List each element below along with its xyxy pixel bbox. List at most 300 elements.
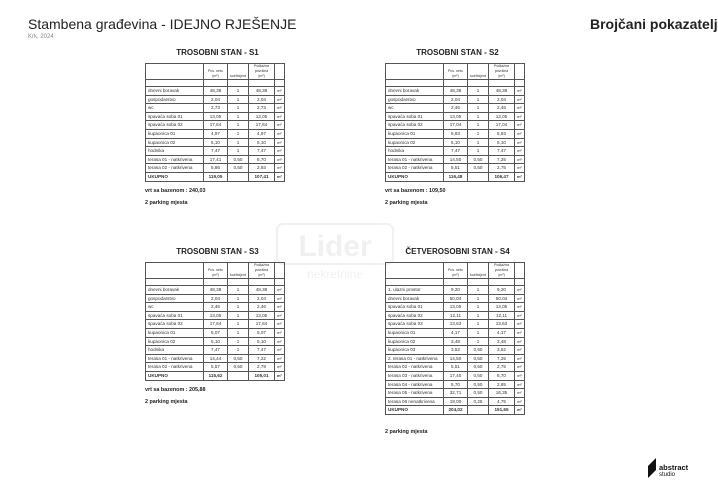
table-cell: 2,75 xyxy=(488,363,514,372)
abstract-studio-logo xyxy=(648,452,688,492)
table-header-cell: Podlažna površina (m²) xyxy=(488,263,514,279)
table-row xyxy=(146,138,285,147)
table-cell: 17,64 xyxy=(248,121,274,130)
table-cell: m² xyxy=(514,363,524,372)
table-header-cell: Pov. neto (m²) xyxy=(204,263,228,279)
table-cell: spavaća soba 01 xyxy=(146,311,204,320)
table-cell: m² xyxy=(514,112,524,121)
page-subtitle: Krk, 2024 xyxy=(28,34,54,40)
table-cell: m² xyxy=(274,129,284,138)
table-cell: 1 xyxy=(468,129,489,138)
table-cell: 3,52 xyxy=(488,346,514,355)
table-cell: m² xyxy=(274,337,284,346)
table-cell: 2. terasa 01 - natkrivena xyxy=(386,354,444,363)
table-cell: 17,41 xyxy=(204,155,228,164)
table-cell: 1 xyxy=(468,320,489,329)
table-cell: m² xyxy=(274,121,284,130)
table-cell: 3,48 xyxy=(488,337,514,346)
table-header-cell xyxy=(146,64,204,80)
table-cell: m² xyxy=(274,95,284,104)
table-cell: dnevni boravak xyxy=(146,87,204,96)
table-cell: gospodarstvo xyxy=(386,95,444,104)
table-row xyxy=(146,294,285,303)
table-cell: 48,38 xyxy=(204,286,228,295)
table-header-cell: Podlažna površina (m²) xyxy=(248,64,274,80)
table-cell: 5,51 xyxy=(444,164,468,173)
table-cell: 1 xyxy=(468,303,489,312)
table-cell: 1 xyxy=(228,121,249,130)
table-cell: gospodarstvo xyxy=(146,294,204,303)
table-cell: 1 xyxy=(468,337,489,346)
table-cell: 1 xyxy=(468,104,489,113)
table-cell: m² xyxy=(514,286,524,295)
table-cell: m² xyxy=(514,95,524,104)
apartment-s2-note: 2 parking mjesta xyxy=(385,199,428,206)
table-cell: 1 xyxy=(228,112,249,121)
table-cell: 9,20 xyxy=(488,286,514,295)
table-cell: 7,22 xyxy=(248,354,274,363)
table-cell: terasa 05 - natkrivena xyxy=(386,389,444,398)
table-cell: 14,50 xyxy=(444,354,468,363)
table-cell: 5,10 xyxy=(248,138,274,147)
apartment-s1-section xyxy=(145,48,290,206)
table-cell: 9,20 xyxy=(444,286,468,295)
table-row xyxy=(146,155,285,164)
table-cell: 5,86 xyxy=(204,164,228,173)
apartment-s2-note: vrt sa bazenom : 109,50 xyxy=(385,187,446,194)
table-header-cell: koeficijent xyxy=(228,64,249,80)
table-cell: terasa 06 nenatkrivena xyxy=(386,397,444,406)
table-row xyxy=(146,121,285,130)
table-row xyxy=(386,328,525,337)
table-total-cell xyxy=(228,371,249,380)
table-total-cell: 204,02 xyxy=(444,406,468,415)
table-cell: wc xyxy=(146,104,204,113)
apartment-s4-note: 2 parking mjesta xyxy=(385,428,428,435)
table-total-cell: UKUPNO xyxy=(386,406,444,415)
table-cell: terasa 02 - natkrivena xyxy=(146,363,204,372)
table-cell: m² xyxy=(274,87,284,96)
apartment-s4-table xyxy=(385,262,525,415)
table-cell: 7,47 xyxy=(248,346,274,355)
table-cell: m² xyxy=(274,294,284,303)
table-cell: wc xyxy=(146,303,204,312)
table-total-cell: 116,48 xyxy=(444,172,468,181)
apartment-s1-title: TROSOBNI STAN - S1 xyxy=(176,48,259,57)
table-cell: m² xyxy=(514,104,524,113)
table-cell: 1 xyxy=(228,303,249,312)
table-cell: 0,50 xyxy=(228,164,249,173)
table-header-row xyxy=(146,64,285,80)
table-cell: 2,04 xyxy=(488,95,514,104)
table-cell: m² xyxy=(274,328,284,337)
table-cell: 7,47 xyxy=(444,147,468,156)
table-header-cell xyxy=(146,263,204,279)
table-header-cell xyxy=(386,64,444,80)
table-row xyxy=(386,138,525,147)
table-cell: spavaća soba 02 xyxy=(386,121,444,130)
table-cell: kupaonica 03 xyxy=(386,346,444,355)
table-cell: 1 xyxy=(228,337,249,346)
table-header-cell: Podlažna površina (m²) xyxy=(488,64,514,80)
table-cell: terasa 01 - natkrivena xyxy=(146,155,204,164)
table-row xyxy=(386,104,525,113)
watermark-logo xyxy=(275,220,395,284)
table-row xyxy=(146,95,285,104)
table-cell: 0,50 xyxy=(468,371,489,380)
table-cell: 17,40 xyxy=(444,371,468,380)
table-cell: kupaonica 01 xyxy=(146,328,204,337)
table-cell: terasa 03 - natkrivena xyxy=(386,371,444,380)
table-cell: terasa 01 - natkrivena xyxy=(386,155,444,164)
table-cell: 14,44 xyxy=(204,354,228,363)
table-cell: 1 xyxy=(228,147,249,156)
table-total-row xyxy=(146,371,285,380)
apartment-s2-title: TROSOBNI STAN - S2 xyxy=(416,48,499,57)
table-cell: m² xyxy=(514,320,524,329)
table-row xyxy=(386,87,525,96)
table-cell: spavaća soba 01 xyxy=(146,112,204,121)
table-cell: 16,35 xyxy=(488,389,514,398)
table-cell: 13,63 xyxy=(488,320,514,329)
table-header-cell: koeficijent xyxy=(228,263,249,279)
table-header-cell: koeficijent xyxy=(468,263,489,279)
table-cell: 13,63 xyxy=(444,320,468,329)
table-cell: m² xyxy=(274,147,284,156)
table-cell: 1 xyxy=(228,104,249,113)
table-total-row xyxy=(386,172,525,181)
table-row xyxy=(146,354,285,363)
table-cell: spavaća soba 01 xyxy=(386,303,444,312)
table-header-cell: Podlažna površina (m²) xyxy=(248,263,274,279)
table-cell: 0,50 xyxy=(228,155,249,164)
table-row xyxy=(146,303,285,312)
table-cell: 0,50 xyxy=(468,363,489,372)
table-row xyxy=(146,346,285,355)
table-header-cell: Pov. neto (m²) xyxy=(204,64,228,80)
table-spacer-row xyxy=(386,279,525,286)
table-cell: 50,04 xyxy=(488,294,514,303)
table-cell: 13,05 xyxy=(444,303,468,312)
table-cell: 5,57 xyxy=(204,363,228,372)
table-cell: 7,25 xyxy=(488,354,514,363)
table-cell: 48,38 xyxy=(204,87,228,96)
table-total-cell: 106,47 xyxy=(488,172,514,181)
table-cell: terasa 04 - natkrivena xyxy=(386,380,444,389)
table-cell: 0,50 xyxy=(468,354,489,363)
table-cell: 1 xyxy=(468,286,489,295)
table-cell: m² xyxy=(514,155,524,164)
table-cell: kupaonica 02 xyxy=(386,337,444,346)
table-cell: kupaonica 02 xyxy=(146,337,204,346)
table-cell: 7,47 xyxy=(488,147,514,156)
table-cell: 4,17 xyxy=(444,328,468,337)
table-cell: 1. ulazni prostor xyxy=(386,286,444,295)
table-cell: 1 xyxy=(228,129,249,138)
table-cell: 13,05 xyxy=(248,311,274,320)
table-cell: wc xyxy=(386,104,444,113)
table-cell: m² xyxy=(514,397,524,406)
table-row xyxy=(386,320,525,329)
table-cell: 13,05 xyxy=(444,112,468,121)
table-cell: 2,73 xyxy=(248,104,274,113)
table-row xyxy=(386,286,525,295)
table-total-row xyxy=(386,406,525,415)
table-cell: 3,52 xyxy=(444,346,468,355)
table-cell: hodnika xyxy=(386,147,444,156)
table-header-cell: Pov. neto (m²) xyxy=(444,263,468,279)
table-row xyxy=(386,389,525,398)
apartment-s3-title: TROSOBNI STAN - S3 xyxy=(176,247,259,256)
table-cell: spavaća soba 02 xyxy=(146,121,204,130)
table-row xyxy=(146,104,285,113)
table-cell: m² xyxy=(514,380,524,389)
table-cell: 2,04 xyxy=(248,294,274,303)
page-title: Stambena građevina - IDEJNO RJEŠENJE xyxy=(28,16,297,32)
table-total-cell: m² xyxy=(514,172,524,181)
table-cell: m² xyxy=(274,363,284,372)
table-cell: 13,05 xyxy=(488,112,514,121)
watermark-tagline: nekretnine xyxy=(306,267,364,281)
table-cell: 8,70 xyxy=(248,155,274,164)
table-cell: 2,46 xyxy=(248,303,274,312)
table-cell: m² xyxy=(514,164,524,173)
table-cell: m² xyxy=(274,104,284,113)
table-row xyxy=(146,129,285,138)
table-cell: spavaća soba 02 xyxy=(386,311,444,320)
table-cell: kupaonica 01 xyxy=(386,328,444,337)
table-cell: 5,10 xyxy=(204,138,228,147)
table-cell: 5,70 xyxy=(444,380,468,389)
table-cell: 2,04 xyxy=(444,95,468,104)
table-total-cell: m² xyxy=(274,371,284,380)
table-header-cell xyxy=(514,263,524,279)
table-cell: 1 xyxy=(228,138,249,147)
table-total-cell xyxy=(468,406,489,415)
table-row xyxy=(386,337,525,346)
table-total-cell: 115,62 xyxy=(204,371,228,380)
table-header-cell xyxy=(386,263,444,279)
table-cell: kupaonica 02 xyxy=(146,138,204,147)
table-cell: 0,50 xyxy=(468,346,489,355)
watermark-brand: Lider xyxy=(298,230,372,263)
table-cell: 1 xyxy=(228,286,249,295)
table-row xyxy=(146,164,285,173)
table-cell: m² xyxy=(274,286,284,295)
table-cell: m² xyxy=(514,354,524,363)
table-cell: 1 xyxy=(228,320,249,329)
table-cell: kupaonica 01 xyxy=(146,129,204,138)
table-header-row xyxy=(386,64,525,80)
table-cell: 1 xyxy=(228,294,249,303)
table-total-cell: UKUPNO xyxy=(146,371,204,380)
table-spacer-row xyxy=(386,80,525,87)
apartment-s2-section xyxy=(385,48,530,206)
table-cell: m² xyxy=(514,138,524,147)
table-cell: m² xyxy=(274,164,284,173)
table-row xyxy=(146,337,285,346)
table-cell: 5,07 xyxy=(248,328,274,337)
table-cell: hodnika xyxy=(146,147,204,156)
table-cell: 1 xyxy=(468,112,489,121)
table-header-row xyxy=(146,263,285,279)
table-cell: 17,64 xyxy=(248,320,274,329)
table-cell: terasa 02 - natkrivena xyxy=(386,164,444,173)
table-cell: 7,25 xyxy=(488,155,514,164)
table-cell: m² xyxy=(274,354,284,363)
table-cell: 1 xyxy=(468,147,489,156)
table-row xyxy=(146,112,285,121)
table-cell: 2,75 xyxy=(488,164,514,173)
table-cell: 1 xyxy=(228,95,249,104)
table-row xyxy=(146,328,285,337)
table-cell: spavaća soba 03 xyxy=(386,320,444,329)
table-cell: m² xyxy=(274,346,284,355)
table-cell: m² xyxy=(514,389,524,398)
table-total-cell: UKUPNO xyxy=(146,172,204,181)
table-cell: m² xyxy=(514,328,524,337)
table-spacer-row xyxy=(146,80,285,87)
table-row xyxy=(386,397,525,406)
table-spacer-row xyxy=(146,279,285,286)
table-cell: 1 xyxy=(468,95,489,104)
table-cell: 1 xyxy=(228,87,249,96)
table-cell: m² xyxy=(514,294,524,303)
table-cell: 48,38 xyxy=(444,87,468,96)
apartment-s1-table xyxy=(145,63,285,182)
table-cell: 2,46 xyxy=(488,104,514,113)
table-cell: 1 xyxy=(468,87,489,96)
table-cell: 2,73 xyxy=(204,104,228,113)
table-cell: kupaonica 01 xyxy=(386,129,444,138)
apartment-s4-title: ČETVEROSOBNI STAN - S4 xyxy=(405,247,510,256)
table-cell: 8,70 xyxy=(488,371,514,380)
table-cell: m² xyxy=(514,121,524,130)
table-cell: 5,10 xyxy=(248,337,274,346)
table-cell: m² xyxy=(514,147,524,156)
table-cell: 0,50 xyxy=(468,164,489,173)
table-cell: kupaonica 02 xyxy=(386,138,444,147)
table-cell: m² xyxy=(274,320,284,329)
table-total-cell xyxy=(468,172,489,181)
table-header-cell xyxy=(274,64,284,80)
table-cell: dnevni boravak xyxy=(146,286,204,295)
table-cell: m² xyxy=(514,337,524,346)
table-row xyxy=(386,164,525,173)
table-cell: 17,64 xyxy=(204,121,228,130)
apartment-s3-note: vrt sa bazenom : 205,88 xyxy=(145,386,206,393)
table-row xyxy=(146,286,285,295)
table-cell: 12,11 xyxy=(444,311,468,320)
apartment-s1-note: vrt sa bazenom : 240,03 xyxy=(145,187,206,194)
table-row xyxy=(386,311,525,320)
table-cell: m² xyxy=(514,311,524,320)
logo-text-line2: studio xyxy=(659,472,676,478)
table-row xyxy=(146,320,285,329)
table-cell: 0,50 xyxy=(468,389,489,398)
table-cell: 0,50 xyxy=(228,363,249,372)
table-cell: 17,04 xyxy=(444,121,468,130)
table-cell: 2,85 xyxy=(488,380,514,389)
table-cell: 17,64 xyxy=(204,320,228,329)
table-row xyxy=(386,112,525,121)
table-cell: spavaća soba 01 xyxy=(386,112,444,121)
table-cell: 7,47 xyxy=(204,346,228,355)
table-header-cell: Pov. neto (m²) xyxy=(444,64,468,80)
table-cell: 7,47 xyxy=(248,147,274,156)
table-cell: 4,17 xyxy=(488,328,514,337)
table-cell: 0,50 xyxy=(468,380,489,389)
table-cell: m² xyxy=(514,346,524,355)
table-row xyxy=(386,121,525,130)
table-cell: 2,46 xyxy=(204,303,228,312)
table-cell: 2,79 xyxy=(248,363,274,372)
table-cell: dnevni boravak xyxy=(386,294,444,303)
table-row xyxy=(386,303,525,312)
table-header-row xyxy=(386,263,525,279)
table-cell: 14,50 xyxy=(444,155,468,164)
table-total-cell xyxy=(228,172,249,181)
table-row xyxy=(386,380,525,389)
table-total-cell: 119,05 xyxy=(204,172,228,181)
apartment-s4-section xyxy=(385,247,530,435)
table-total-cell: m² xyxy=(274,172,284,181)
table-total-row xyxy=(146,172,285,181)
table-cell: terasa 02 - natkrivena xyxy=(386,363,444,372)
table-row xyxy=(386,129,525,138)
table-total-cell: 105,01 xyxy=(248,371,274,380)
table-cell: 4,97 xyxy=(248,129,274,138)
table-row xyxy=(386,155,525,164)
table-cell: 2,04 xyxy=(204,95,228,104)
apartment-s1-note: 2 parking mjesta xyxy=(145,199,188,206)
table-cell: 13,05 xyxy=(204,112,228,121)
table-cell: 50,04 xyxy=(444,294,468,303)
table-cell: m² xyxy=(274,112,284,121)
table-cell: 4,75 xyxy=(488,397,514,406)
table-cell: 5,83 xyxy=(444,129,468,138)
table-cell: spavaća soba 02 xyxy=(146,320,204,329)
table-cell: 1 xyxy=(468,294,489,303)
table-cell: 0,50 xyxy=(228,354,249,363)
table-cell: 1 xyxy=(468,311,489,320)
apartment-s2-table xyxy=(385,63,525,182)
table-total-cell: m² xyxy=(514,406,524,415)
logo-text-line1: abstract xyxy=(659,463,689,472)
table-cell: 5,83 xyxy=(488,129,514,138)
table-cell: 13,05 xyxy=(204,311,228,320)
table-row xyxy=(386,95,525,104)
table-header-cell: koeficijent xyxy=(468,64,489,80)
apartment-s3-table xyxy=(145,262,285,381)
apartment-s3-note: 2 parking mjesta xyxy=(145,398,188,405)
table-cell: 7,47 xyxy=(204,147,228,156)
table-total-cell: UKUPNO xyxy=(386,172,444,181)
table-cell: 12,11 xyxy=(488,311,514,320)
table-cell: 1 xyxy=(468,121,489,130)
table-row xyxy=(146,311,285,320)
apartment-s3-section xyxy=(145,247,290,405)
table-cell: 48,38 xyxy=(248,286,274,295)
section-heading-right: Brojčani pokazatelj xyxy=(590,16,718,32)
table-row xyxy=(386,294,525,303)
table-cell: m² xyxy=(514,303,524,312)
table-cell: 1 xyxy=(228,346,249,355)
table-cell: terasa 01 - natkrivena xyxy=(146,354,204,363)
table-row xyxy=(146,87,285,96)
table-cell: 5,51 xyxy=(444,363,468,372)
table-cell: 2,04 xyxy=(248,95,274,104)
